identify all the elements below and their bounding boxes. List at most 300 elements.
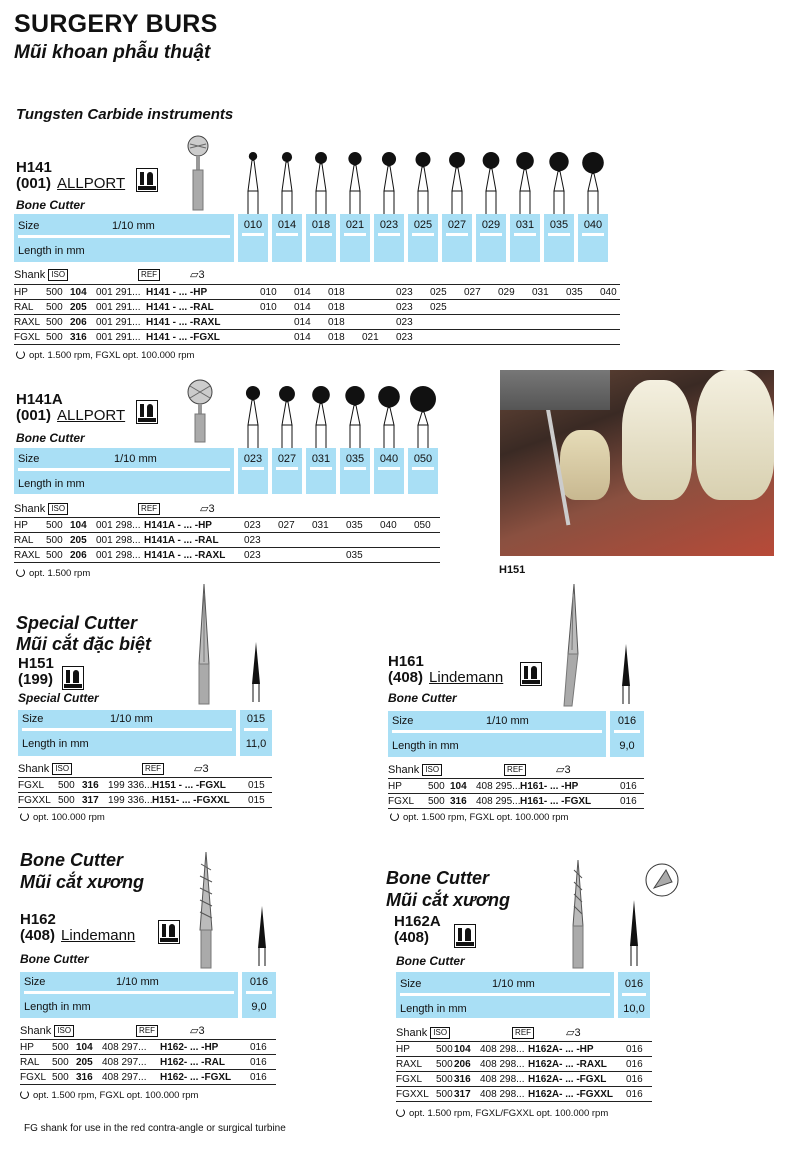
h162-size-value: 016 (249, 976, 269, 988)
h141a-cell-shank: HP (14, 520, 28, 531)
h162-cell-n1: 500 (52, 1072, 69, 1083)
bur-h161-outline-icon (618, 642, 634, 706)
h141-size-value: 029 (481, 219, 501, 231)
h141a-sub: (001) (16, 407, 52, 424)
h141a-size-value: 027 (277, 453, 297, 465)
h141-size-cell (510, 214, 540, 262)
bone-right-title: Bone Cutter (386, 868, 489, 888)
h162-cell-n1: 500 (52, 1042, 69, 1053)
h141a-size-divider (242, 467, 264, 470)
bur-h151-outline-icon (248, 640, 264, 704)
h151-cell-shank: FGXXL (18, 795, 51, 806)
h162-note-text: opt. 1.500 rpm, FGXL opt. 100.000 rpm (33, 1090, 199, 1101)
h161-note (390, 812, 568, 823)
h141a-cell-n3: 001 298... (96, 535, 141, 546)
h141a-length-label: Length in mm (18, 478, 85, 490)
h151-code: H151 (18, 655, 54, 672)
h141a-size-value: 040 (379, 453, 399, 465)
h141-size-value: 025 (413, 219, 433, 231)
h162-cell-shank: RAL (20, 1057, 40, 1068)
h162a-table-row (396, 1041, 652, 1056)
h141a-cell-n1: 500 (46, 550, 63, 561)
h141a-size-cell (238, 448, 268, 494)
h162a-cell-size: 016 (626, 1059, 643, 1070)
h141-cell-n3: 001 291... (96, 302, 141, 313)
h141a-size-value: 035 (345, 453, 365, 465)
h141-cell-n2: 206 (70, 317, 87, 328)
h161-code: H161 (388, 653, 424, 670)
h162-cell-ref: H162- ... -FGXL (160, 1072, 232, 1083)
pack-icon: ▱ (556, 764, 565, 776)
h141-size-value: 027 (447, 219, 467, 231)
h161-size-value: 016 (617, 715, 637, 727)
h161-cell-n1: 500 (428, 781, 445, 792)
bur-outline-icon (306, 380, 336, 450)
h141a-size-value: 031 (311, 453, 331, 465)
h162-cell-size: 016 (250, 1072, 267, 1083)
h141-size-divider (582, 233, 604, 236)
ref-tag: REF (512, 1027, 534, 1039)
h162-table-row (20, 1054, 276, 1069)
h161-cell-ref: H161- ... -FGXL (520, 796, 592, 807)
h151-cell-n1: 500 (58, 780, 75, 791)
h151-cell-shank: FGXL (18, 780, 45, 791)
bone-left-title: Bone Cutter (20, 850, 123, 870)
shank-label: Shank (388, 764, 420, 776)
h161-cell-shank: FGXL (388, 796, 415, 807)
h162-cell-n2: 205 (76, 1057, 93, 1068)
h141-size-cell (238, 214, 268, 262)
h161-cell-n3: 408 295... (476, 796, 521, 807)
h162a-cell-n2: 206 (454, 1059, 471, 1070)
h151-table-row (18, 777, 272, 792)
h161-mfg: Lindemann (429, 669, 504, 686)
pack-count: 3 (564, 764, 571, 776)
h141-cell-size: 023 (396, 332, 413, 343)
pack-icon: ▱ (200, 503, 209, 515)
iso-logo-icon (62, 666, 84, 690)
h141a-code: H141A (16, 391, 63, 408)
h162a-cell-ref: H162A- ... -FGXL (528, 1074, 607, 1085)
rpm-icon (390, 812, 399, 821)
h141-size-divider (378, 233, 400, 236)
h141-table-row (14, 314, 620, 329)
h161-subcode (388, 670, 503, 686)
h141-cell-shank: RAXL (14, 317, 41, 328)
bur-outline-icon (340, 380, 370, 450)
h162a-code: H162A (394, 913, 441, 930)
h141-cell-size: 018 (328, 317, 345, 328)
h162-cell-size: 016 (250, 1057, 267, 1068)
h162-code: H162 (20, 911, 56, 928)
h141-cell-ref: H141 - ... -FGXL (146, 332, 220, 343)
h141-cell-size: 029 (498, 287, 515, 298)
h151-cell-size: 015 (248, 780, 265, 791)
h141-length-label: Length in mm (18, 245, 85, 257)
special-subtitle: Mũi cắt đặc biệt (16, 634, 152, 654)
h162a-unit: 1/10 mm (492, 978, 535, 990)
h151-size-label: Size (22, 713, 44, 725)
h141a-size-cell (340, 448, 370, 494)
h141-cell-size: 010 (260, 287, 277, 298)
bur-outline-icon (578, 146, 608, 216)
h141a-cell-n2: 104 (70, 520, 87, 531)
h141-cell-n2: 205 (70, 302, 87, 313)
h141a-cell-size: 050 (414, 520, 431, 531)
h141a-table-row (14, 532, 440, 547)
h141-cell-shank: FGXL (14, 332, 41, 343)
h141-subcode (16, 176, 125, 192)
h162a-cell-ref: H162A- ... -RAXL (528, 1059, 607, 1070)
h162a-cell-n1: 500 (436, 1089, 453, 1100)
h141a-size-divider (344, 467, 366, 470)
h141-size-band (14, 214, 234, 262)
photo-caption: H151 (499, 564, 526, 576)
h162-size-cell (242, 972, 276, 1018)
h141-cell-size: 023 (396, 302, 413, 313)
pack-count: 3 (198, 1025, 205, 1037)
h162a-cell-shank: FGXL (396, 1074, 423, 1085)
h141a-cell-size: 031 (312, 520, 329, 531)
h162-note (20, 1090, 198, 1101)
h162-cell-n2: 104 (76, 1042, 93, 1053)
h162a-cell-size: 016 (626, 1074, 643, 1085)
h141a-cell-size: 035 (346, 550, 363, 561)
h161-table-row (388, 793, 644, 808)
h141a-size-value: 023 (243, 453, 263, 465)
rpm-icon (396, 1108, 405, 1117)
h161-cell-n2: 104 (450, 781, 467, 792)
h141-cell-size: 018 (328, 287, 345, 298)
h141-cell-size: 010 (260, 302, 277, 313)
h162-subcode (20, 928, 135, 944)
h141-cell-size: 014 (294, 317, 311, 328)
h151-cell-n2: 317 (82, 795, 99, 806)
bur-outline-icon (340, 146, 370, 216)
h141-cell-ref: H141 - ... -RAL (146, 302, 214, 313)
h151-size-cell (240, 710, 272, 756)
h162-cell-n2: 316 (76, 1072, 93, 1083)
h162-cell-n1: 500 (52, 1057, 69, 1068)
h141-table-row (14, 284, 620, 299)
h151-cell-n2: 316 (82, 780, 99, 791)
shank-label: Shank (14, 503, 46, 515)
h151-note-text: opt. 100.000 rpm (33, 812, 105, 823)
bur-h162-outline-icon (254, 904, 270, 968)
h162a-cell-size: 016 (626, 1044, 643, 1055)
h141a-unit: 1/10 mm (114, 453, 157, 465)
h162-cutter: Bone Cutter (20, 952, 89, 966)
h141a-table-row (14, 517, 440, 532)
h162-cell-ref: H162- ... -RAL (160, 1057, 226, 1068)
bur-h141a-icon (180, 378, 220, 444)
h141-cell-size: 031 (532, 287, 549, 298)
h141-cell-n2: 316 (70, 332, 87, 343)
h141-table-row (14, 329, 620, 344)
h141-cell-n2: 104 (70, 287, 87, 298)
h151-cutter: Special Cutter (18, 691, 99, 705)
pack-icon: ▱ (194, 763, 203, 775)
h151-length-label: Length in mm (22, 738, 89, 750)
bur-h141-icon (178, 134, 218, 212)
h141-cell-size: 014 (294, 302, 311, 313)
bur-outline-icon (306, 146, 336, 216)
h141-size-cell (272, 214, 302, 262)
h141a-size-cell (272, 448, 302, 494)
h162a-cell-size: 016 (626, 1089, 643, 1100)
h151-note (20, 812, 105, 823)
h162a-shank-header (396, 1026, 581, 1039)
bur-outline-icon (544, 146, 574, 216)
section-heading: Tungsten Carbide instruments (16, 106, 234, 123)
h151-size-band (18, 710, 236, 756)
h141-size-value: 014 (277, 219, 297, 231)
h141-size-divider (310, 233, 332, 236)
h151-cell-ref: H151- ... -FGXXL (152, 795, 230, 806)
bur-outline-icon (238, 146, 268, 216)
bur-outline-icon (510, 146, 540, 216)
h151-cell-n3: 199 336... (108, 780, 153, 791)
bone-left-subtitle: Mũi cắt xương (20, 872, 144, 892)
rpm-icon (20, 1090, 29, 1099)
iso-logo-icon (136, 168, 158, 192)
h162a-cell-shank: RAXL (396, 1059, 423, 1070)
pack-count: 3 (208, 503, 215, 515)
h162a-sub: (408) (394, 929, 430, 946)
h141-cell-size: 014 (294, 332, 311, 343)
h151-shank-header (18, 762, 209, 775)
h141-size-value: 023 (379, 219, 399, 231)
h141-size-value: 040 (583, 219, 603, 231)
h141-size-divider (344, 233, 366, 236)
h141a-cell-size: 023 (244, 535, 261, 546)
h141a-cell-ref: H141A - ... -RAXL (144, 550, 226, 561)
h141-table-bottom-rule (14, 344, 620, 345)
h141a-cell-n3: 001 298... (96, 520, 141, 531)
h162-length-value: 9,0 (251, 1001, 267, 1013)
h141a-cell-n2: 206 (70, 550, 87, 561)
bur-outline-icon (408, 380, 438, 450)
h141a-cell-size: 023 (244, 520, 261, 531)
iso-tag: ISO (54, 1025, 74, 1037)
h141a-cell-shank: RAL (14, 535, 34, 546)
h141-size-value: 035 (549, 219, 569, 231)
h161-cell-size: 016 (620, 796, 637, 807)
h162a-cell-n3: 408 298... (480, 1089, 525, 1100)
h141-code: H141 (16, 159, 52, 176)
h162a-cell-n1: 500 (436, 1059, 453, 1070)
h161-size-cell (610, 711, 644, 757)
h141a-note-text: opt. 1.500 rpm (29, 568, 91, 579)
h141-note (16, 350, 194, 361)
h141a-cell-size: 027 (278, 520, 295, 531)
h162a-cell-n1: 500 (436, 1074, 453, 1085)
h141-cell-size: 027 (464, 287, 481, 298)
h162-shank-header (20, 1024, 205, 1037)
h141-cutter: Bone Cutter (16, 198, 85, 212)
h162a-cutter: Bone Cutter (396, 954, 465, 968)
h141a-cell-shank: RAXL (14, 550, 41, 561)
h162a-note (396, 1108, 608, 1119)
h162-sub: (408) (20, 927, 56, 944)
h162-cell-size: 016 (250, 1042, 267, 1053)
h141-size-cell (476, 214, 506, 262)
h141-cell-size: 014 (294, 287, 311, 298)
h162a-cell-n1: 500 (436, 1044, 453, 1055)
h141a-cell-ref: H141A - ... -HP (144, 520, 212, 531)
h151-length-value: 11,0 (245, 738, 267, 750)
h151-table-row (18, 792, 272, 807)
h141-size-divider (548, 233, 570, 236)
bur-outline-icon (272, 146, 302, 216)
footer-note: FG shank for use in the red contra-angle or surgical turbine (24, 1123, 286, 1134)
bur-h162-icon (192, 852, 222, 970)
iso-tag: ISO (48, 503, 68, 515)
h141-cell-n1: 500 (46, 332, 63, 343)
h161-cell-n2: 316 (450, 796, 467, 807)
h162a-length-value: 10,0 (623, 1003, 645, 1015)
h141-size-cell (544, 214, 574, 262)
pack-count: 3 (574, 1027, 581, 1039)
h141a-size-band (14, 448, 234, 494)
h141a-size-cell (408, 448, 438, 494)
pack-icon: ▱ (190, 269, 199, 281)
h141-size-cell (408, 214, 438, 262)
bur-h162a-icon (564, 860, 592, 970)
h162-mfg: Lindemann (61, 927, 136, 944)
bur-outline-icon (374, 380, 404, 450)
h161-cell-size: 016 (620, 781, 637, 792)
h162-cell-ref: H162- ... -HP (160, 1042, 219, 1053)
h162a-length-label: Length in mm (400, 1003, 467, 1015)
h141-size-value: 018 (311, 219, 331, 231)
bur-h151-icon (190, 584, 218, 706)
bur-outline-icon (476, 146, 506, 216)
iso-logo-icon (454, 924, 476, 948)
h161-length-value: 9,0 (619, 740, 635, 752)
h141-cell-n3: 001 291... (96, 317, 141, 328)
h162a-size-label: Size (400, 978, 422, 990)
bur-outline-icon (272, 380, 302, 450)
h141-cell-size: 018 (328, 332, 345, 343)
h141-size-divider (446, 233, 468, 236)
h161-note-text: opt. 1.500 rpm, FGXL opt. 100.000 rpm (403, 812, 569, 823)
h141-cell-n3: 001 291... (96, 287, 141, 298)
h141-cell-n1: 500 (46, 287, 63, 298)
h141a-cutter: Bone Cutter (16, 431, 85, 445)
h141-size-value: 010 (243, 219, 263, 231)
h151-unit: 1/10 mm (110, 713, 153, 725)
h141-cell-size: 035 (566, 287, 583, 298)
pack-icon: ▱ (566, 1027, 575, 1039)
h162-cell-shank: FGXL (20, 1072, 47, 1083)
h141a-cell-n2: 205 (70, 535, 87, 546)
h141a-table-bottom-rule (14, 562, 440, 563)
iso-tag: ISO (422, 764, 442, 776)
h141-size-divider (412, 233, 434, 236)
h141-cell-ref: H141 - ... -RAXL (146, 317, 221, 328)
h141-cell-size: 018 (328, 302, 345, 313)
h141-cell-n3: 001 291... (96, 332, 141, 343)
pack-icon: ▱ (190, 1025, 199, 1037)
h141-cell-n1: 500 (46, 317, 63, 328)
h141-size-cell (578, 214, 608, 262)
h162a-size-value: 016 (624, 978, 644, 990)
h162-cell-shank: HP (20, 1042, 34, 1053)
h151-cell-n3: 199 336... (108, 795, 153, 806)
shank-label: Shank (18, 763, 50, 775)
h161-table-row (388, 778, 644, 793)
h141-mfg: ALLPORT (57, 175, 126, 192)
h141a-subcode (16, 408, 125, 424)
h141a-size-divider (310, 467, 332, 470)
h141-cell-size: 023 (396, 287, 413, 298)
h162-unit: 1/10 mm (116, 976, 159, 988)
h141-size-cell (306, 214, 336, 262)
h162a-table-row (396, 1086, 652, 1101)
h141a-cell-ref: H141A - ... -RAL (144, 535, 219, 546)
page-title: SURGERY BURS (14, 10, 218, 38)
h161-sub: (408) (388, 669, 424, 686)
h162-table-row (20, 1039, 276, 1054)
h162a-note-text: opt. 1.500 rpm, FGXL/FGXXL opt. 100.000 rpm (409, 1108, 609, 1119)
h141a-mfg: ALLPORT (57, 407, 126, 424)
h162a-cell-n2: 317 (454, 1089, 471, 1100)
h161-cell-ref: H161- ... -HP (520, 781, 579, 792)
h161-cell-n3: 408 295... (476, 781, 521, 792)
h141a-shank-header (14, 502, 215, 515)
h161-size-label: Size (392, 715, 414, 727)
h162a-size-cell (618, 972, 650, 1018)
h141-size-cell (374, 214, 404, 262)
h141-size-divider (242, 233, 264, 236)
h141a-size-divider (412, 467, 434, 470)
h161-unit: 1/10 mm (486, 715, 529, 727)
h141a-cell-n3: 001 298... (96, 550, 141, 561)
h161-shank-header (388, 763, 571, 776)
h141-cell-size: 021 (362, 332, 379, 343)
h162a-cell-n3: 408 298... (480, 1044, 525, 1055)
h141a-size-cell (374, 448, 404, 494)
h141a-note (16, 568, 90, 579)
h141a-cell-size: 040 (380, 520, 397, 531)
ref-tag: REF (138, 269, 160, 281)
h162a-cell-n2: 316 (454, 1074, 471, 1085)
h162a-cell-n3: 408 298... (480, 1059, 525, 1070)
h141a-cell-n1: 500 (46, 520, 63, 531)
h162a-table-row (396, 1056, 652, 1071)
h161-length-label: Length in mm (392, 740, 459, 752)
h141-cell-size: 023 (396, 317, 413, 328)
h162a-cell-n2: 104 (454, 1044, 471, 1055)
h162-cell-n3: 408 297... (102, 1072, 147, 1083)
h162-cell-n3: 408 297... (102, 1057, 147, 1068)
h162a-cell-n3: 408 298... (480, 1074, 525, 1085)
page-subtitle: Mũi khoan phẫu thuật (14, 42, 211, 63)
h162a-table-row (396, 1071, 652, 1086)
h161-size-band (388, 711, 606, 757)
iso-tag: ISO (52, 763, 72, 775)
h151-cell-size: 015 (248, 795, 265, 806)
h162a-cell-shank: HP (396, 1044, 410, 1055)
h141a-size-cell (306, 448, 336, 494)
h141a-cell-n1: 500 (46, 535, 63, 546)
h141a-size-value: 050 (413, 453, 433, 465)
h141-note-text: opt. 1.500 rpm, FGXL opt. 100.000 rpm (29, 350, 195, 361)
h151-size-value: 015 (246, 713, 266, 725)
h141-unit: 1/10 mm (112, 220, 155, 232)
shank-label: Shank (14, 269, 46, 281)
